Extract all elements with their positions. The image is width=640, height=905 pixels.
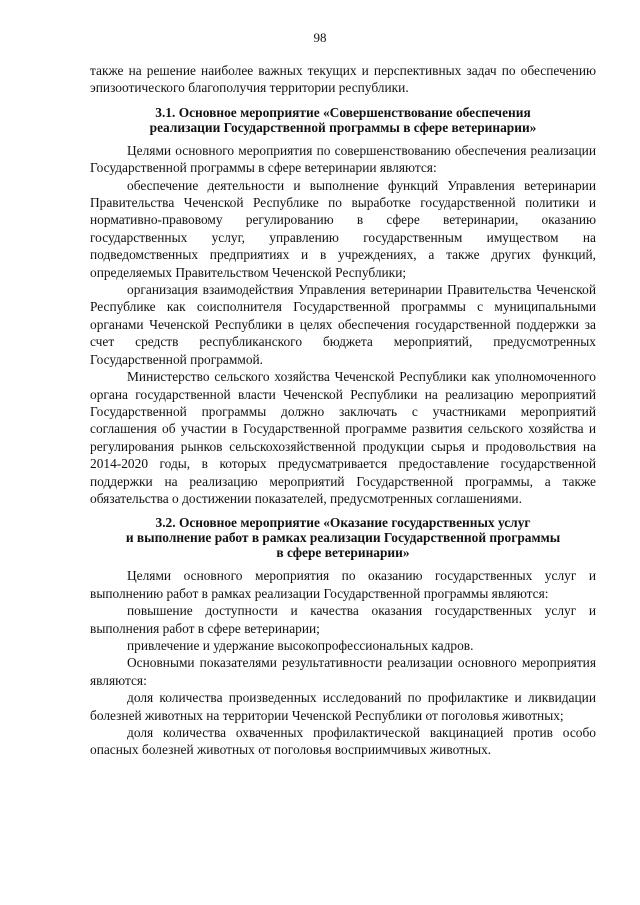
section-1-heading-line: реализации Государственной программы в сфере ветеринарии»	[149, 119, 537, 135]
section-2-paragraph: Целями основного мероприятия по оказанию государственных услуг и выполнению работ в рамках реализации Государственной программы являются:	[90, 568, 596, 601]
page-content	[90, 62, 596, 759]
page-number: 98	[313, 30, 327, 45]
section-2-heading-line: в сфере ветеринарии»	[276, 545, 410, 561]
section-1-heading-line: 3.1. Основное мероприятие «Совершенствование обеспечения	[155, 104, 531, 120]
section-1-heading	[90, 105, 596, 135]
section-1-paragraph: организация взаимодействия Управления ветеринарии Правительства Чеченской Республике как соисполнителя Государственной программы с муниципальными органами Чеченской Республики в целях обеспечения государственной поддержки за счет средств республиканского бюджета мероприятий, предусмотренных Государственной программой.	[90, 282, 596, 367]
section-1-paragraph: обеспечение деятельности и выполнение функций Управления ветеринарии Правительства Чеченской Республике по выработке государственной политики и нормативно-правовому регулированию в сфере ветеринарии, оказанию государственных услуг, управлению государственным имуществом на подведомственных предприятиях и в учреждениях, а также других функций, определяемых Правительством Чеченской Республики;	[90, 177, 596, 280]
section-2-paragraph: повышение доступности и качества оказания государственных услуг и выполнения работ в сфере ветеринарии;	[90, 603, 596, 636]
section-2-paragraph: Основными показателями результативности реализации основного мероприятия являются:	[90, 655, 596, 688]
intro-paragraph: также на решение наиболее важных текущих и перспективных задач по обеспечению эпизоотического благополучия территории республики.	[90, 63, 596, 96]
section-2-paragraph: привлечение и удержание высокопрофессиональных кадров.	[127, 637, 474, 653]
section-2-paragraph: доля количества произведенных исследований по профилактике и ликвидации болезней животных на территории Чеченской Республики от поголовья животных;	[90, 690, 596, 723]
section-2-heading-line: и выполнение работ в рамках реализации Государственной программы	[125, 530, 561, 546]
section-2-heading-line: 3.2. Основное мероприятие «Оказание государственных услуг	[155, 515, 531, 531]
section-2-heading	[90, 515, 596, 560]
section-1-paragraph: Целями основного мероприятия по совершенствованию обеспечения реализации Государственной программы в сфере ветеринарии являются:	[90, 142, 596, 176]
section-2-paragraph: доля количества охваченных профилактической вакцинацией против особо опасных болезней животных от поголовья восприимчивых животных.	[90, 725, 596, 758]
section-1-paragraph: Министерство сельского хозяйства Чеченской Республики как уполномоченного органа государственной власти Чеченской Республики на реализацию мероприятий Государственной программы должно заключать с участниками мероприятий соглашения об участии в Государственной программе развития сельского хозяйства и регулирования рынков сельскохозяйственной продукции сырья и продовольствия на 2014-2020 годы, в которых предусматривается предоставление государственной поддержки на реализацию мероприятий Государственной программы, а также обязательства о достижении показателей, предусмотренных соглашениями.	[90, 369, 596, 506]
